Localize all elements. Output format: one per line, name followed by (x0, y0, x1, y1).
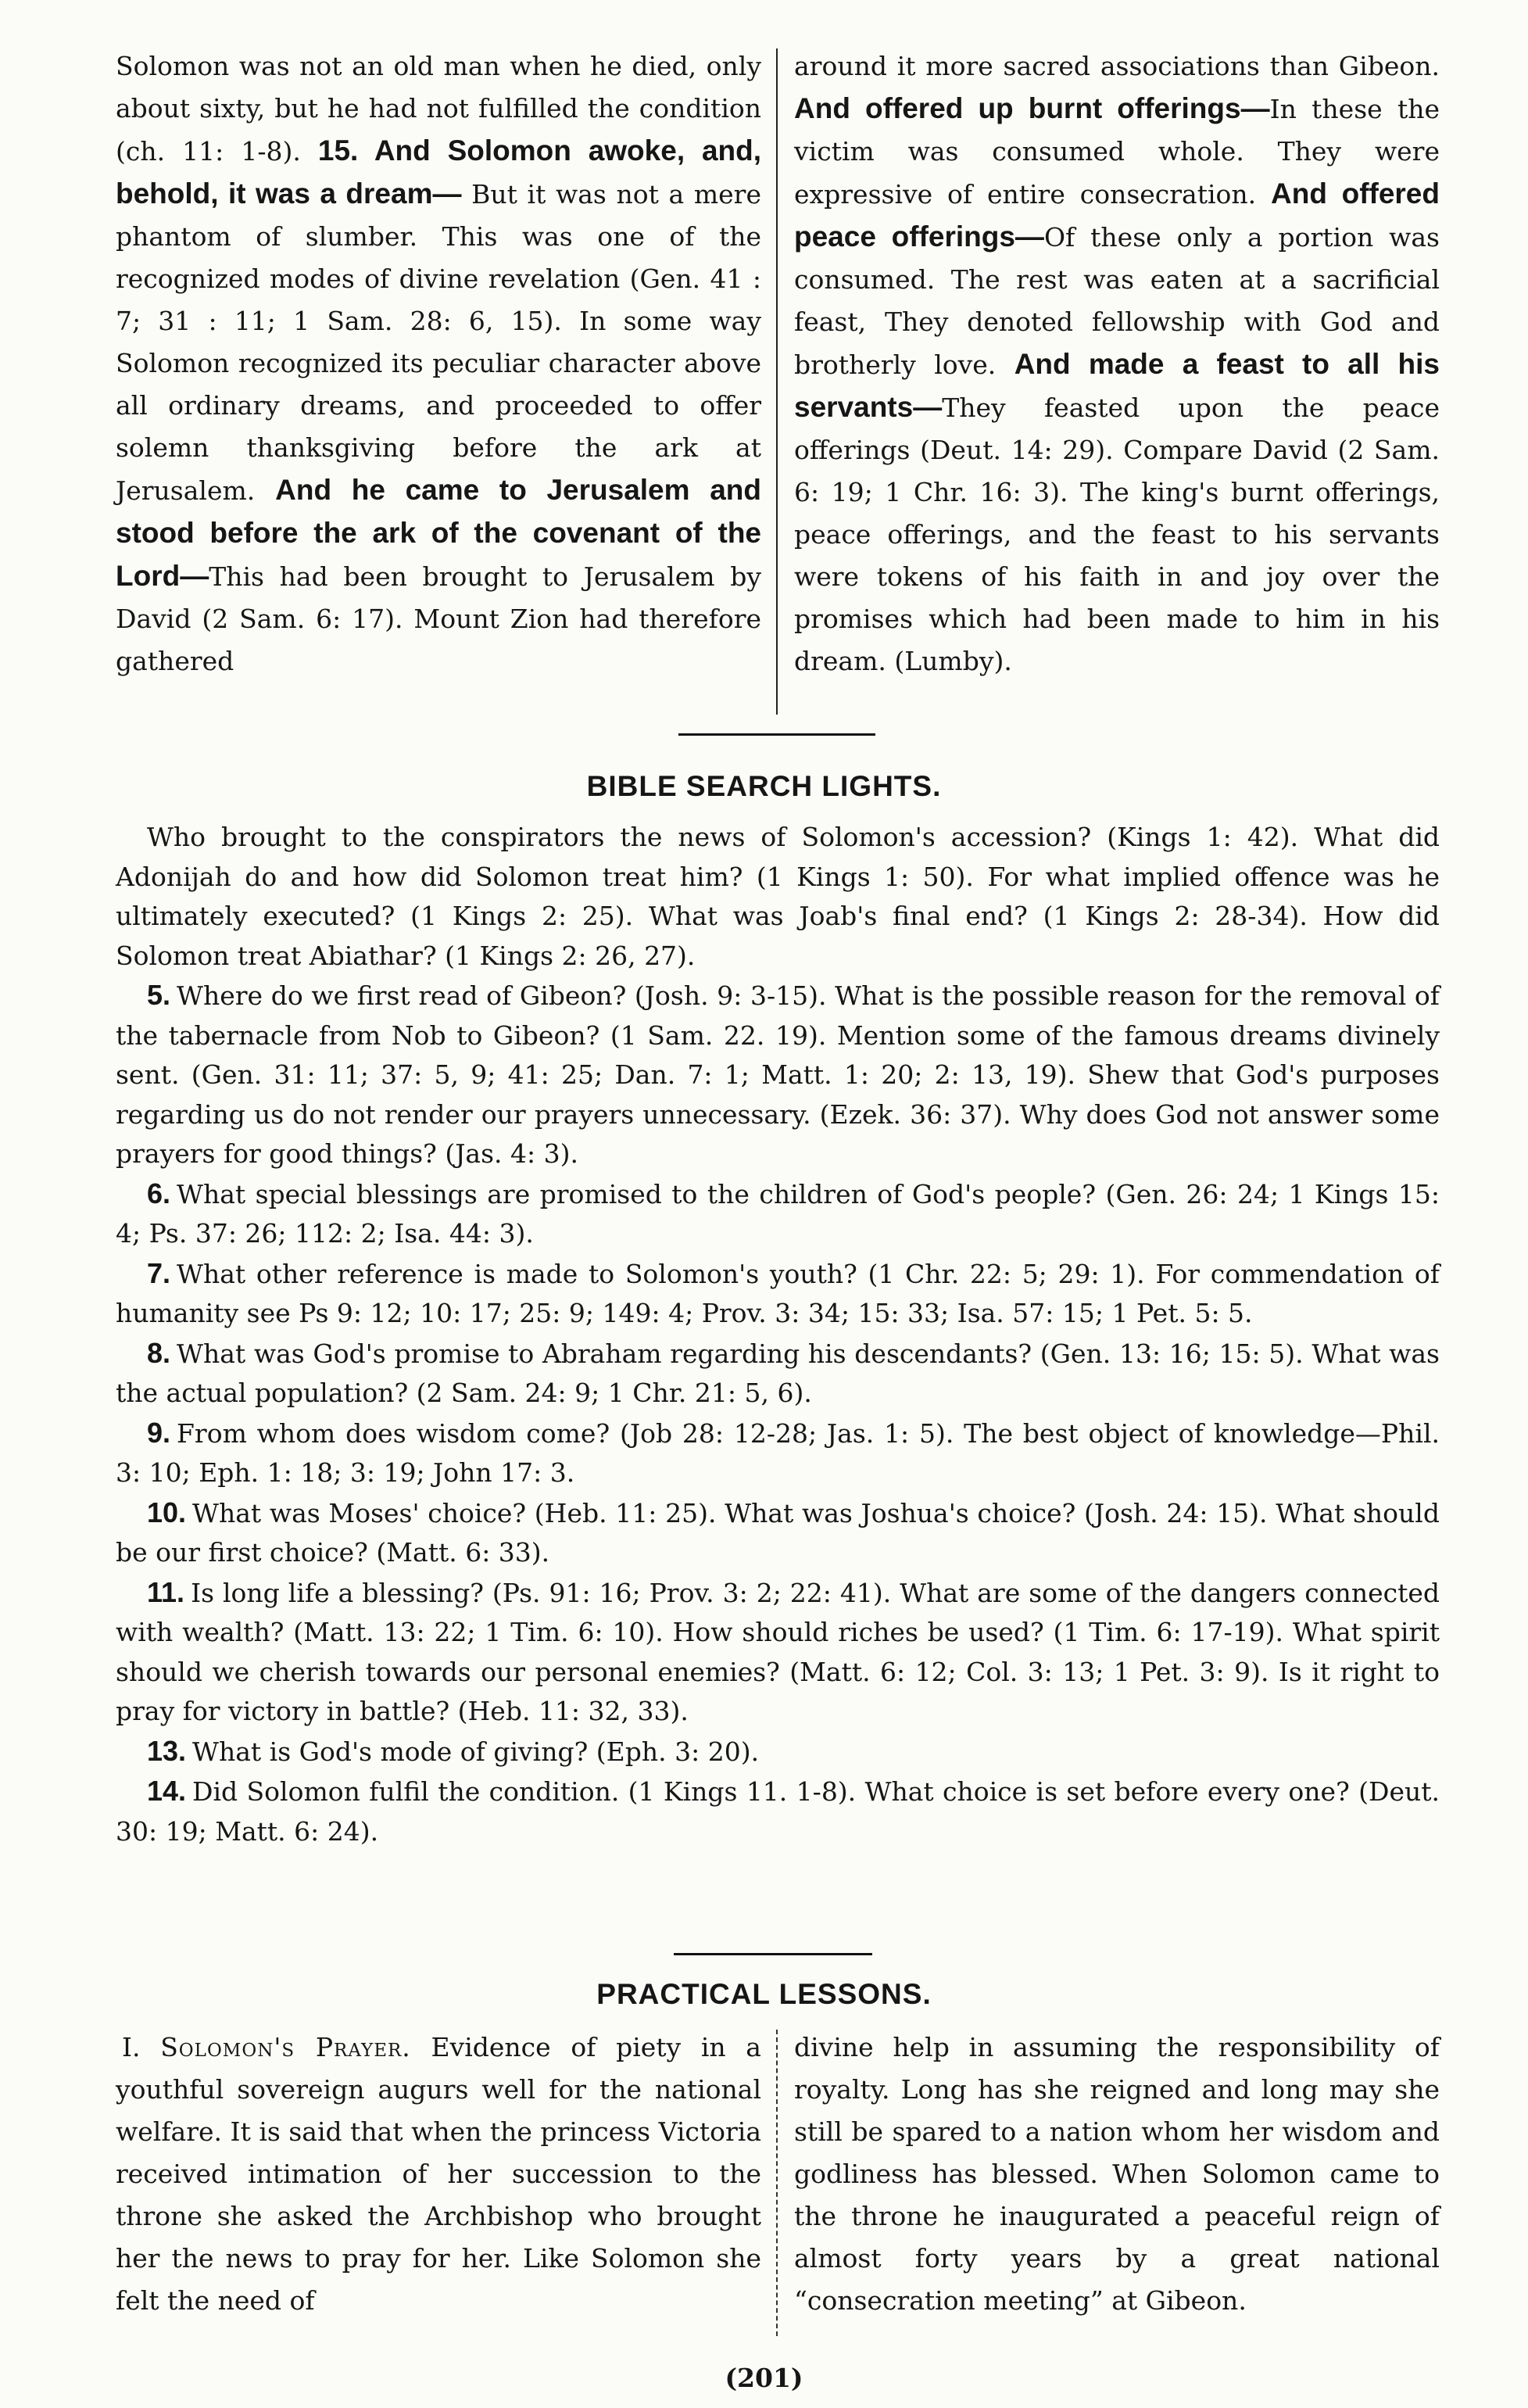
verse-heading: 15. And Solomon awoke, and, behold, it was a dream— (116, 134, 762, 210)
commentary-text: Solomon was not an old man when he died, only about sixty, but he had not fulfilled the condition (ch. 11: 1-8). (116, 51, 761, 167)
commentary-left-column (116, 45, 761, 718)
commentary-text: They feasted upon the peace offerings (Deut. 14: 29). Compare David (2 Sam. 6: 19; 1 Chr. 16: 3). The king's burnt offerings, peace offerings, and the feast to his servants were tokens of his faith in and joy over the promises which had been made to him in his dream. (Lumby). (794, 392, 1440, 676)
question-item (116, 976, 1440, 1174)
question-number: 7. (147, 1256, 171, 1289)
question-item (116, 1573, 1440, 1732)
question-text: What was God's promise to Abraham regarding his descendants? (Gen. 13: 16; 15: 5). What was the actual population? (2 Sam. 24: 9; 1 Chr. 21: 5, 6). (116, 1338, 1440, 1408)
lesson-right-column (794, 2026, 1440, 2339)
search-lights-heading: BIBLE SEARCH LIGHTS. (586, 770, 942, 802)
lesson-text: divine help in assuming the responsibility of royalty. Long has she reigned and long may she still be spared to a nation whom her wisdom and godliness has blessed. When Solomon came to the throne he inaugurated a peaceful reign of almost forty years by a great national “consecration meeting” at Gibeon. (794, 2032, 1440, 2316)
verse-heading: And he came to Jerusalem and stood before the ark of the covenant of the Lord— (116, 474, 761, 592)
question-text: What was Moses' choice? (Heb. 11: 25). What was Joshua's choice? (Josh. 24: 15). What should be our first choice? (Matt. 6: 33). (116, 1497, 1440, 1568)
search-lights-list (116, 818, 1440, 1851)
question-number: 13. (147, 1734, 187, 1767)
commentary-columns (116, 45, 1440, 718)
column-divider (776, 2030, 779, 2336)
commentary-text: Of these only a portion was consumed. The rest was eaten at a sacrificial feast, They denoted fellowship with God and brotherly love. (794, 222, 1440, 380)
section-separator (678, 733, 875, 736)
question-text: What special blessings are promised to the children of God's people? (Gen. 26: 24; 1 Kings 15: 4; Ps. 37: 26; 112: 2; Isa. 44: 3). (116, 1178, 1440, 1249)
question-item (116, 818, 1440, 976)
lesson-left-column (116, 2026, 761, 2339)
question-item (116, 1493, 1440, 1573)
column-divider (776, 48, 778, 715)
lesson-title: Solomon's Prayer. (160, 2032, 411, 2062)
question-item (116, 1174, 1440, 1254)
question-number: 10. (147, 1496, 187, 1528)
question-item (116, 1732, 1440, 1772)
question-text: Is long life a blessing? (Ps. 91: 16; Prov. 3: 2; 22: 41). What are some of the dangers connected with wealth? (Matt. 13: 22; 1 Tim. 6: 10). How should riches be used? (1 Tim. 6: 17-19). What spirit should we cherish towards our personal enemies? (Matt. 6: 12; Col. 3: 13; 1 Pet. 3: 9). Is it right to pray for victory in battle? (Heb. 11: 32, 33). (116, 1577, 1440, 1726)
practical-lessons-heading: PRACTICAL LESSONS. (596, 1978, 932, 2010)
commentary-text: This had been brought to Jerusalem by David (2 Sam. 6: 17). Mount Zion had therefore gathered (116, 561, 761, 676)
question-number: 5. (147, 979, 171, 1011)
question-text: Did Solomon fulfil the condition. (1 Kings 11. 1-8). What choice is set before every one? (Deut. 30: 19; Matt. 6: 24). (116, 1776, 1440, 1847)
verse-heading: And offered up burnt offerings— (794, 92, 1270, 124)
question-item (116, 1254, 1440, 1334)
question-text: From whom does wisdom come? (Job 28: 12-28; Jas. 1: 5). The best object of knowledge—Phil. 3: 10; Eph. 1: 18; 3: 19; John 17: 3. (116, 1417, 1440, 1488)
commentary-text: around it more sacred associations than Gibeon. (794, 51, 1440, 81)
commentary-text: In these the victim was consumed whole. They were expressive of entire consecration. (794, 94, 1440, 210)
question-number: 6. (147, 1177, 171, 1209)
question-text: What other reference is made to Solomon's youth? (1 Chr. 22: 5; 29: 1). For commendation of humanity see Ps 9: 12; 10: 17; 25: 9; 149: 4; Prov. 3: 34; 15: 33; Isa. 57: 15; 1 Pet. 5: 5. (116, 1258, 1440, 1328)
commentary-text: But it was not a mere phantom of slumber. This was one of the recognized modes of divine revelation (Gen. 41 : 7; 31 : 11; 1 Sam. 28: 6, 15). In some way Solomon recognized its peculiar character above all ordinary dreams, and proceeded to offer solemn thanksgiving before the ark at Jerusalem. (116, 179, 761, 506)
section-separator (674, 1953, 872, 1955)
verse-heading: And made a feast to all his servants— (794, 348, 1440, 423)
page-number: (201) (725, 2363, 803, 2393)
question-item (116, 1772, 1440, 1851)
question-text: Who brought to the conspirators the news of Solomon's accession? (Kings 1: 42). What did Adonijah do and how did Solomon treat him? (1 Kings 1: 50). For what implied offence was he ultimately executed? (1 Kings 2: 25). What was Joab's final end? (1 Kings 2: 28-34). How did Solomon treat Abiathar? (1 Kings 2: 26, 27). (116, 822, 1440, 971)
question-text: Where do we first read of Gibeon? (Josh. 9: 3-15). What is the possible reason for the removal of the tabernacle from Nob to Gibeon? (1 Sam. 22. 19). Mention some of the famous dreams divinely sent. (Gen. 31: 11; 37: 5, 9; 41: 25; Dan. 7: 1; Matt. 1: 20; 2: 13, 19). Shew that God's purposes regarding us do not render our prayers unnecessary. (Ezek. 36: 37). Why does God not answer some prayers for good things? (Jas. 4: 3). (116, 980, 1440, 1169)
practical-lessons-columns (116, 2026, 1440, 2339)
question-number: 9. (147, 1416, 171, 1449)
question-number: 8. (147, 1336, 171, 1369)
question-item (116, 1334, 1440, 1414)
question-number: 14. (147, 1775, 187, 1807)
question-text: What is God's mode of giving? (Eph. 3: 20). (192, 1736, 760, 1767)
lesson-number: I. (122, 2032, 141, 2062)
verse-heading: And offered peace offerings— (794, 177, 1440, 253)
commentary-right-column (794, 45, 1440, 718)
lesson-text: Evidence of piety in a youthful sovereign augurs well for the national welfare. It is said that when the princess Victoria received intimation of her succession to the throne she asked the Archbishop who brought her the news to pray for her. Like Solomon she felt the need of (116, 2032, 761, 2316)
question-item (116, 1414, 1440, 1493)
question-number: 11. (147, 1575, 185, 1608)
